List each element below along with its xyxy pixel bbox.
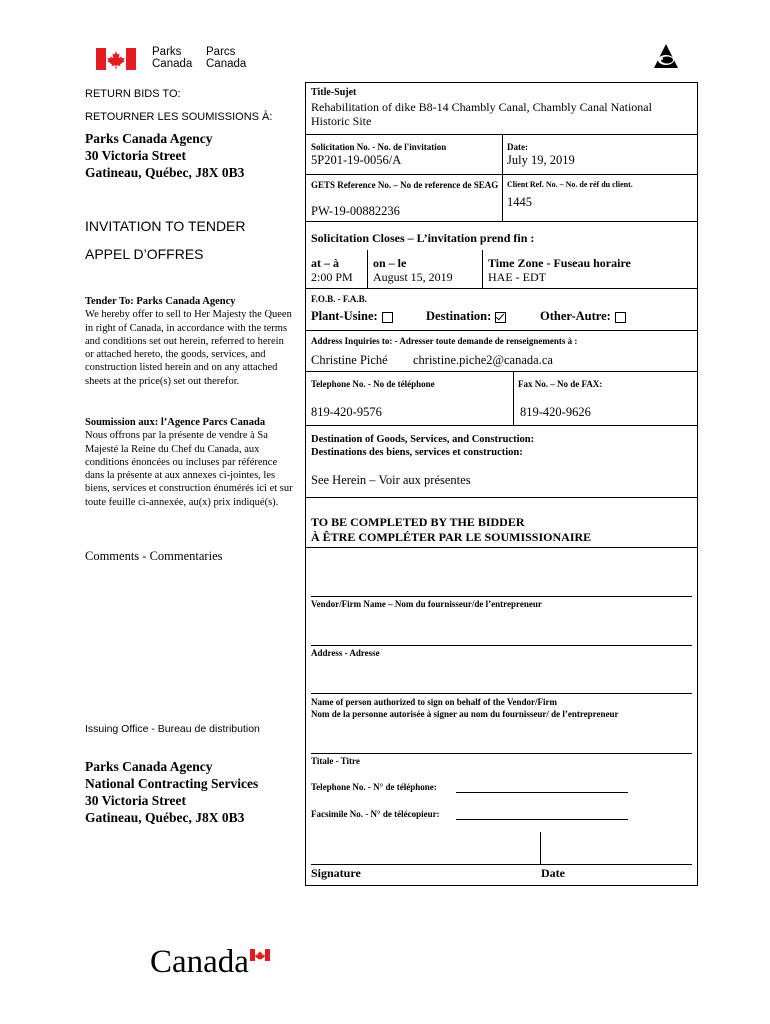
invitation-fr: APPEL D’OFFRES <box>85 246 204 262</box>
agency-line1: Parks Canada Agency <box>85 131 213 146</box>
phone-value: 819-420-9576 <box>311 405 382 419</box>
parks-en-line1: Parks <box>152 46 182 58</box>
issuing-office-label: Issuing Office - Bureau de distribution <box>85 723 260 735</box>
date-sign-label: Date <box>541 866 565 880</box>
date-value: July 19, 2019 <box>507 153 575 167</box>
dest-goods-value: See Herein – Voir aux présentes <box>311 473 471 487</box>
plant-option[interactable] <box>311 309 393 324</box>
facsimile-label: Facsimile No. - N° de télécopieur: <box>311 809 440 819</box>
title-input-line[interactable] <box>311 753 692 754</box>
canada-wordmark-text: Canada <box>150 944 249 980</box>
issuing-line4: Gatineau, Québec, J8X 0B3 <box>85 810 245 825</box>
soumission-text: Nous offrons par la présente de vendre à Sa Majesté la Reine du Chef du Canada, aux conditions énoncées ou incluses par référence dans la présente at aux annexes ci-jointes, les biens, services et construction énumérés ici et sur toute feuille ci-annexée, au(x) prix indiqué(s). <box>85 430 293 508</box>
parks-fr-line2: Canada <box>206 58 247 70</box>
dest-goods-en: Destination of Goods, Services, and Construction: <box>311 434 535 445</box>
plant-checkbox[interactable] <box>382 312 393 323</box>
closes-label: Solicitation Closes – L’invitation prend fin : <box>311 231 535 245</box>
authorized-en: Name of person authorized to sign on behalf of the Vendor/Firm <box>311 697 557 707</box>
fax-label: Fax No. – No de FAX: <box>518 379 603 389</box>
bidder-fr: À ÊTRE COMPLÉTER PAR LE SOUMISSIONAIRE <box>311 530 592 544</box>
agency-line3: Gatineau, Québec, J8X 0B3 <box>85 165 245 180</box>
date-label: Date: <box>507 142 528 152</box>
bidder-en: TO BE COMPLETED BY THE BIDDER <box>311 515 525 529</box>
other-label: Other-Autre: <box>540 309 611 323</box>
at-label: at – à <box>311 256 339 270</box>
canada-wordmark-flag-icon <box>250 949 270 961</box>
at-value: 2:00 PM <box>311 270 353 284</box>
other-checkbox[interactable] <box>615 312 626 323</box>
soumission-title: Soumission aux: l’Agence Parcs Canada <box>85 417 266 428</box>
beaver-emblem-icon <box>650 42 682 72</box>
on-label: on – le <box>373 256 407 270</box>
timezone-value: HAE - EDT <box>488 270 546 284</box>
destination-label: Destination: <box>426 309 492 323</box>
timezone-label: Time Zone - Fuseau horaire <box>488 256 631 270</box>
parks-fr-line1: Parcs <box>206 46 236 58</box>
signature-input-line[interactable] <box>311 864 692 865</box>
contact-email[interactable]: christine.piche2@canada.ca <box>413 353 553 367</box>
address-inquiries-label: Address Inquiries to: - Adresser toute demande de renseignements à : <box>311 336 578 346</box>
fob-label: F.O.B. - F.A.B. <box>311 294 367 304</box>
address-input-line[interactable] <box>311 645 692 646</box>
signature-label: Signature <box>311 866 361 880</box>
parks-canada-logo <box>96 47 256 73</box>
invitation-en: INVITATION TO TENDER <box>85 218 246 234</box>
title-label: Title-Sujet <box>311 87 357 98</box>
tender-to-text: We hereby offer to sell to Her Majesty the Queen in right of Canada, in accordance with the terms and conditions set out herein, referred to herein or attached hereto, the goods, services, and construction listed herein and on any attached sheets at the price(s) set out therefor. <box>85 309 292 387</box>
issuing-line1: Parks Canada Agency <box>85 759 213 774</box>
issuing-line3: 30 Victoria Street <box>85 793 186 808</box>
tender-to-title: Tender To: Parks Canada Agency <box>85 296 236 307</box>
solicitation-value: 5P201-19-0056/A <box>311 153 402 167</box>
address-label: Address - Adresse <box>311 648 380 658</box>
plant-label: Plant-Usine: <box>311 309 378 323</box>
dest-goods-fr: Destinations des biens, services et construction: <box>311 447 523 458</box>
client-ref-label: Client Ref. No. – No. de réf du client. <box>507 180 633 189</box>
phone-label: Telephone No. - No de téléphone <box>311 379 435 389</box>
other-option[interactable] <box>540 309 626 324</box>
vendor-input-line[interactable] <box>311 596 692 597</box>
destination-option[interactable] <box>426 309 506 324</box>
parks-en-line2: Canada <box>152 58 193 70</box>
contact-name: Christine Piché <box>311 353 388 367</box>
return-bids-en: RETURN BIDS TO: <box>85 88 181 100</box>
comments-label: Comments - Commentaries <box>85 549 223 563</box>
title-field-label: Titale - Titre <box>311 756 360 766</box>
bidder-phone-input-line[interactable] <box>456 792 628 793</box>
title-value: Rehabilitation of dike B8-14 Chambly Canal, Chambly Canal National Historic Site <box>311 100 652 128</box>
fax-value: 819-420-9626 <box>520 405 591 419</box>
facsimile-input-line[interactable] <box>456 819 628 820</box>
authorized-fr: Nom de la personne autorisée à signer au nom du fournisseur/ de l’entrepreneur <box>311 709 619 719</box>
solicitation-label: Solicitation No. - No. de l'invitation <box>311 142 447 152</box>
agency-line2: 30 Victoria Street <box>85 148 186 163</box>
return-bids-fr: RETOURNER LES SOUMISSIONS À: <box>85 111 273 123</box>
issuing-line2: National Contracting Services <box>85 776 259 791</box>
canada-flag-icon <box>96 48 136 70</box>
gets-value: PW-19-00882236 <box>311 204 400 218</box>
client-ref-value: 1445 <box>507 195 532 209</box>
vendor-label: Vendor/Firm Name – Nom du fournisseur/de l’entrepreneur <box>311 599 542 609</box>
on-value: August 15, 2019 <box>373 270 453 284</box>
authorized-input-line[interactable] <box>311 693 692 694</box>
bidder-phone-label: Telephone No. - N° de téléphone: <box>311 782 437 792</box>
gets-label: GETS Reference No. – No de reference de SEAG <box>311 180 499 190</box>
canada-wordmark <box>150 944 275 984</box>
destination-checkbox[interactable] <box>495 312 506 323</box>
